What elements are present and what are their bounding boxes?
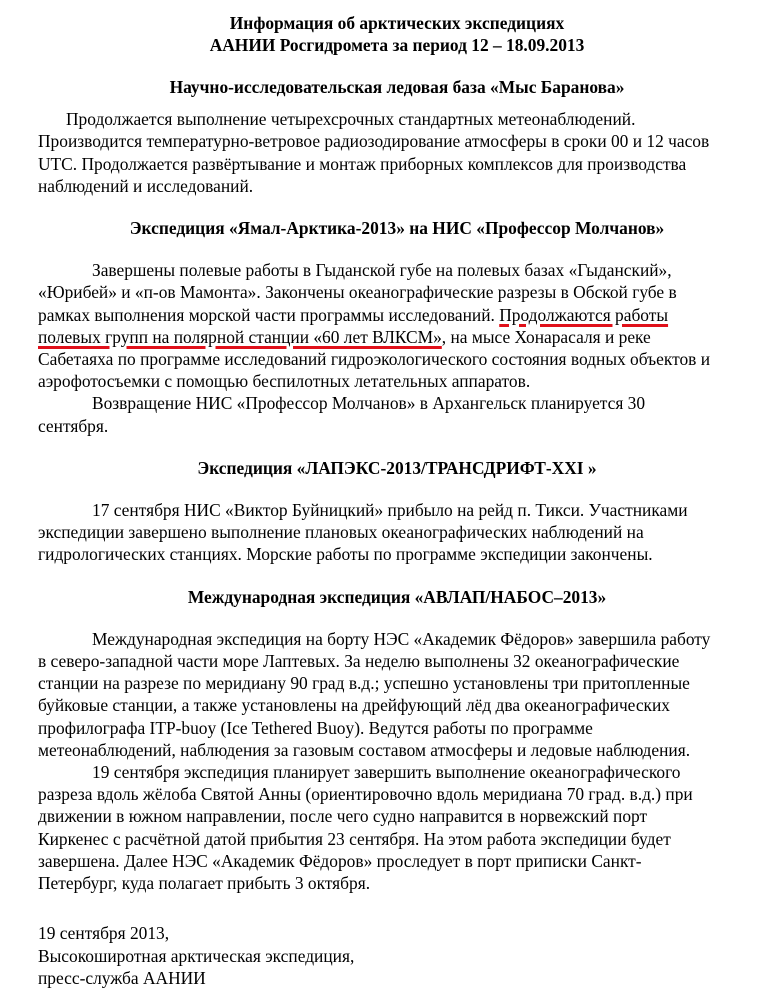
text-segment: рамках выполнения морской части программы исследований. xyxy=(38,304,500,325)
signature-date: 19 сентября 2013, xyxy=(38,923,170,944)
text-line: Возвращение НИС «Профессор Молчанов» в Архангельск планируется 30 xyxy=(92,393,646,414)
highlighted-text: полевых групп на полярной станции «60 лет ВЛКСМ» xyxy=(38,326,442,347)
highlighted-text: Продолжаются работы xyxy=(499,304,669,325)
text-line xyxy=(38,304,756,326)
text-line: завершена. Далее НЭС «Академик Фёдоров» проследует в порт приписки Санкт- xyxy=(38,850,642,871)
section-title-avlap: Международная экспедиция «АВЛАП/НАБОС–2013» xyxy=(187,586,607,607)
paragraph-avlap-2 xyxy=(38,761,756,894)
text-line: Производится температурно-ветровое радиозодирование атмосферы в сроки 00 и 12 часов xyxy=(38,131,710,152)
text-line: Завершены полевые работы в Гыданской губе на полевых базах «Гыданский», xyxy=(92,260,672,281)
text-line xyxy=(38,326,756,348)
text-line: наблюдений и исследований. xyxy=(38,175,254,196)
title-line-2: ААНИИ Росгидромета за период 12 – 18.09.2013 xyxy=(209,35,585,55)
text-line: Продолжается выполнение четырехсрочных стандартных метеонаблюдений. xyxy=(66,109,636,130)
text-line: UTC. Продолжается развёртывание и монтаж приборных комплексов для производства xyxy=(38,153,687,174)
text-line: движении в южном направлении, после чего судно направится в норвежский порт xyxy=(38,806,648,827)
section-title-lapex: Экспедиция «ЛАПЭКС-2013/ТРАНСДРИФТ-XXI » xyxy=(197,457,597,478)
text-segment: , на мысе Хонарасаля и реке xyxy=(441,326,651,347)
paragraph-lapex xyxy=(38,499,756,566)
text-line: станции на разрезе по меридиану 90 град в.д.; успешно установлены три притопленные xyxy=(38,673,690,694)
text-line: «Юрибей» и «п-ов Мамонта». Закончены океанографические разрезы в Обской губе в xyxy=(38,282,677,303)
section-title-ice-base: Научно-исследовательская ледовая база «Мыс Баранова» xyxy=(169,77,625,97)
document-title xyxy=(38,12,756,56)
paragraph-avlap-1 xyxy=(38,628,756,761)
text-line: в северо-западной части море Лаптевых. За неделю выполнены 32 океанографические xyxy=(38,651,680,672)
text-line: Сабетаяха по программе исследований гидроэкологического состояния водных объектов и xyxy=(38,349,711,370)
text-line: аэрофотосъемки с помощью беспилотных летательных аппаратов. xyxy=(38,371,531,392)
section-title-yamal: Экспедиция «Ямал-Арктика-2013» на НИС «Профессор Молчанов» xyxy=(129,218,665,239)
text-line: Международная экспедиция на борту НЭС «Академик Фёдоров» завершила работу xyxy=(92,628,711,649)
text-line: профилографа ITP-buoy (Ice Tethered Buoy). Ведутся работы по программе xyxy=(38,717,593,738)
title-line-1: Информация об арктических экспедициях xyxy=(229,13,565,33)
text-line: разреза вдоль жёлоба Святой Анны (ориентировочно вдоль меридиана 70 град. в.д.) при xyxy=(38,784,693,805)
text-line: Петербург, куда полагает прибыть 3 октября. xyxy=(38,873,371,894)
paragraph-ice-base xyxy=(38,108,756,197)
text-line: метеонаблюдений, наблюдения за газовым составом атмосферы и ледовые наблюдения. xyxy=(38,739,691,760)
text-line: Киркенес с расчётной датой прибытия 23 сентября. На этом работа экспедиции будет xyxy=(38,828,671,849)
text-line: сентября. xyxy=(38,415,109,436)
text-line: 19 сентября экспедиция планирует завершить выполнение океанографического xyxy=(92,762,681,783)
signature-service: пресс-служба ААНИИ xyxy=(38,967,206,988)
document-page xyxy=(38,12,756,989)
text-line: гидрологических станциях. Морские работы по программе экспедиции закончены. xyxy=(38,544,653,565)
paragraph-yamal xyxy=(38,259,756,437)
text-line: 17 сентября НИС «Виктор Буйницкий» прибыло на рейд п. Тикси. Участниками xyxy=(92,500,688,521)
text-line: буйковые станции, а также установлены на дрейфующий лёд два океанографических xyxy=(38,695,671,716)
text-line: экспедиции завершено выполнение плановых океанографических наблюдений на xyxy=(38,522,644,543)
signature-block xyxy=(38,922,756,989)
signature-org: Высокоширотная арктическая экспедиция, xyxy=(38,945,355,966)
